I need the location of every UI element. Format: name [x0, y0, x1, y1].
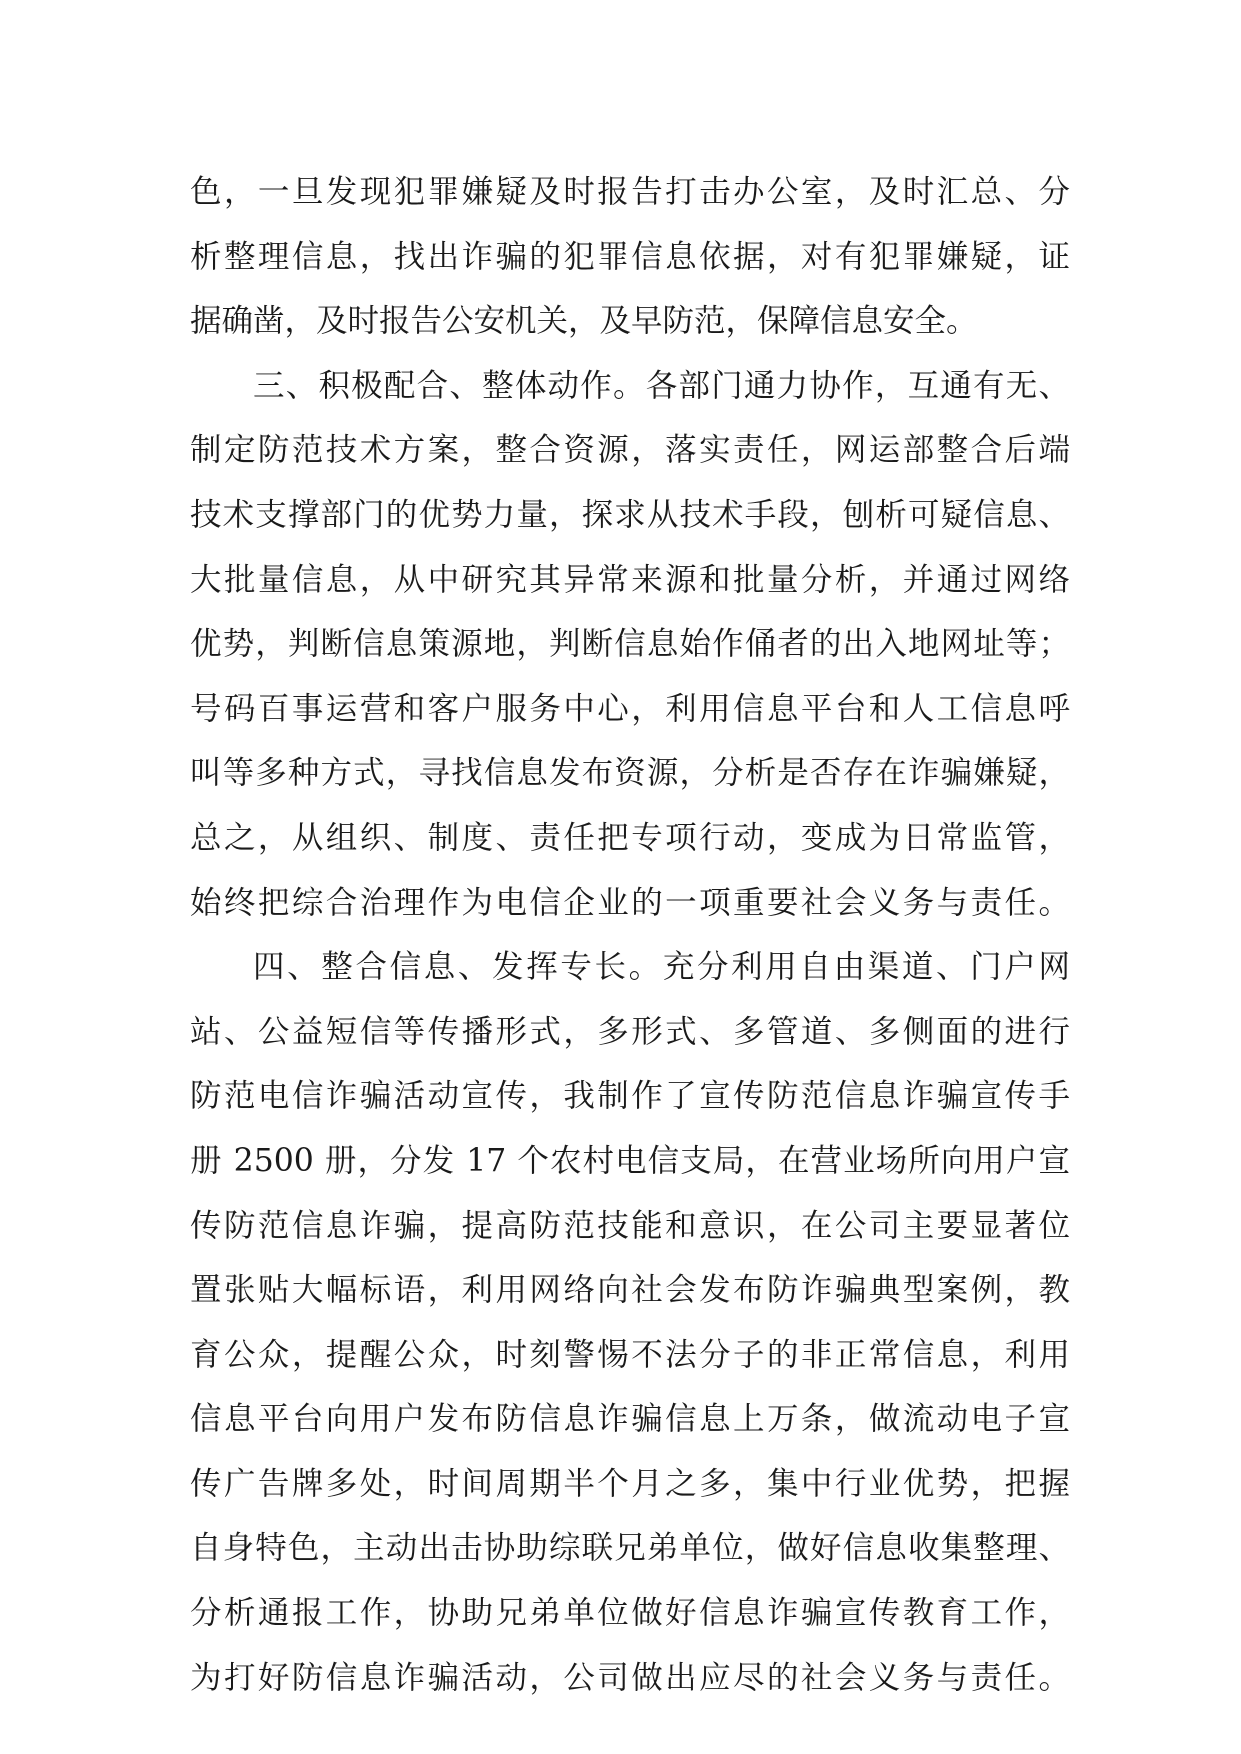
- text-line: 传防范信息诈骗，提高防范技能和意识，在公司主要显著位: [190, 1207, 1070, 1244]
- text-line: 技术支撑部门的优势力量，探求从技术手段，刨析可疑信息、: [190, 496, 1070, 533]
- text-line: 制定防范技术方案，整合资源，落实责任，网运部整合后端: [190, 432, 1070, 469]
- text-line: 置张贴大幅标语，利用网络向社会发布防诈骗典型案例，教: [190, 1272, 1070, 1309]
- text-line: 优势，判断信息策源地，判断信息始作俑者的出入地网址等；: [190, 626, 1070, 663]
- text-line: 传广告牌多处，时间周期半个月之多，集中行业优势，把握: [190, 1465, 1070, 1502]
- text-line: 析整理信息，找出诈骗的犯罪信息依据，对有犯罪嫌疑，证: [190, 238, 1070, 275]
- text-line: 大批量信息，从中研究其异常来源和批量分析，并通过网络: [190, 561, 1070, 598]
- text-line: 分析通报工作，协助兄弟单位做好信息诈骗宣传教育工作，: [190, 1595, 1070, 1632]
- text-line: 总之，从组织、制度、责任把专项行动，变成为日常监管，: [190, 819, 1070, 856]
- text-line: 色，一旦发现犯罪嫌疑及时报告打击办公室，及时汇总、分: [190, 174, 1070, 210]
- text-line: 号码百事运营和客户服务中心，利用信息平台和人工信息呼: [190, 690, 1070, 727]
- document-body: [190, 160, 1070, 1710]
- text-line: 自身特色，主动出击协助综联兄弟单位，做好信息收集整理、: [190, 1530, 1070, 1567]
- text-line: 据确凿，及时报告公安机关，及早防范，保障信息安全。: [190, 303, 978, 340]
- text-line: 防范电信诈骗活动宣传，我制作了宣传防范信息诈骗宣传手: [190, 1078, 1070, 1115]
- text-line: 站、公益短信等传播形式，多形式、多管道、多侧面的进行: [190, 1013, 1070, 1050]
- text-line: 叫等多种方式，寻找信息发布资源，分析是否存在诈骗嫌疑，: [190, 755, 1070, 792]
- text-line: 册 2500 册，分发 17 个农村电信支局，在营业场所向用户宣: [190, 1142, 1070, 1179]
- text-line: 始终把综合治理作为电信企业的一项重要社会义务与责任。: [190, 884, 1070, 921]
- text-line: 信息平台向用户发布防信息诈骗信息上万条，做流动电子宣: [190, 1401, 1070, 1438]
- text-line: 为打好防信息诈骗活动，公司做出应尽的社会义务与责任。: [190, 1659, 1070, 1696]
- section-four-start: 四、整合信息、发挥专长。充分利用自由渠道、门户网: [253, 949, 1070, 986]
- section-three-start: 三、积极配合、整体动作。各部门通力协作，互通有无、: [253, 367, 1070, 404]
- text-line: 育公众，提醒公众，时刻警惕不法分子的非正常信息，利用: [190, 1336, 1070, 1373]
